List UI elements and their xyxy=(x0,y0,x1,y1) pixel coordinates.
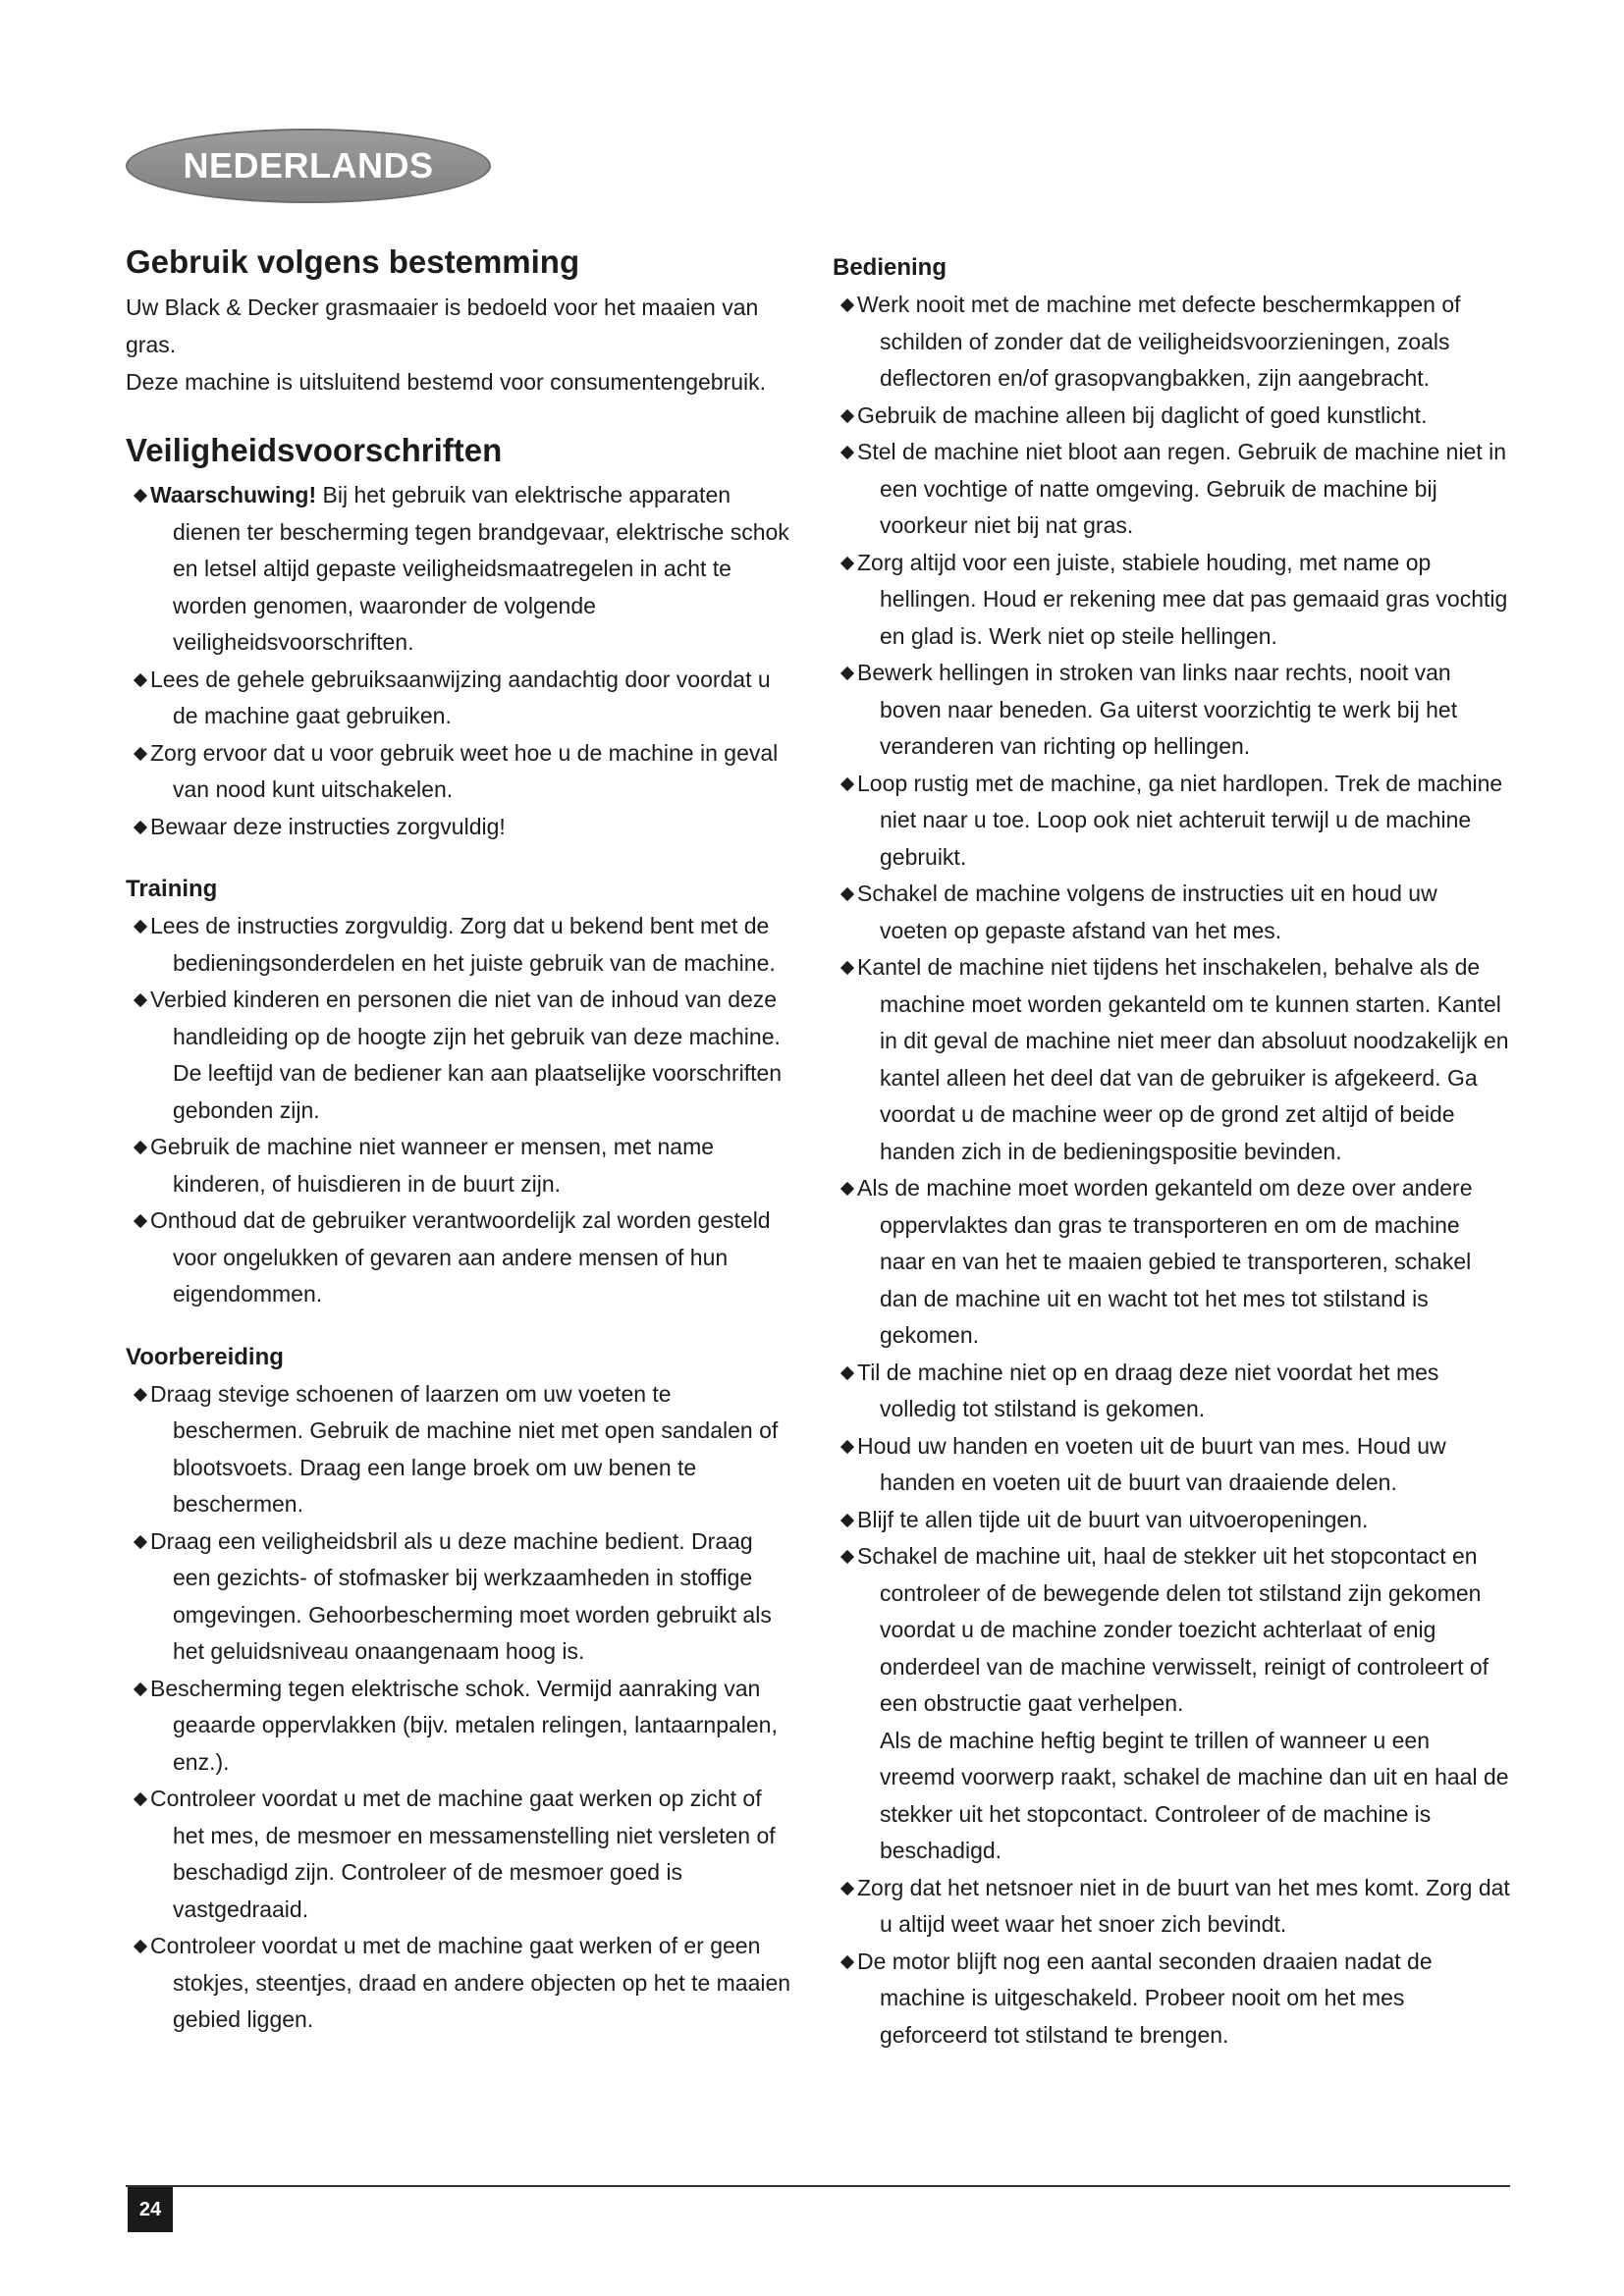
list-item xyxy=(126,1928,793,2039)
page-number: 24 xyxy=(128,2187,173,2232)
list-item-text: Schakel de machine volgens de instructies uit en houd uw voeten op gepaste afstand van het mes. xyxy=(857,881,1437,943)
left-column xyxy=(126,241,793,2039)
list-item xyxy=(126,1376,793,1523)
list-item xyxy=(126,735,793,809)
list-item xyxy=(833,1870,1510,1944)
intended-use-paragraph: Deze machine is uitsluitend bestemd voor consumentengebruik. xyxy=(126,369,767,395)
language-label: NEDERLANDS xyxy=(183,145,434,186)
diamond-bullet-icon xyxy=(134,1940,147,1953)
diamond-bullet-icon xyxy=(134,1141,147,1154)
list-item xyxy=(126,1781,793,1928)
list-item xyxy=(833,1944,1510,2055)
list-item-text: Bewaar deze instructies zorgvuldig! xyxy=(150,813,506,839)
list-item-text: Kantel de machine niet tijdens het inschakelen, behalve als de machine moet worden gekanteld om te kunnen starten. Kantel in dit geval de machine niet meer dan absoluut noodzakelijk en kantel alleen het deel dat van de gebruiker is afgekeerd. Ga voordat u de machine weer op de grond zet altijd of beide handen zich in de bedieningspositie bevinden. xyxy=(857,954,1509,1164)
diamond-bullet-icon xyxy=(840,1182,854,1196)
diamond-bullet-icon xyxy=(134,1792,147,1806)
list-item-text: Zorg altijd voor een juiste, stabiele houding, met name op hellingen. Houd er rekening mee dat pas gemaaid gras vochtig en glad is. Werk niet op steile hellingen. xyxy=(857,549,1508,649)
diamond-bullet-icon xyxy=(134,672,147,686)
list-item-text: Zorg dat het netsnoer niet in de buurt van het mes komt. Zorg dat u altijd weet waar het snoer zich bevindt. xyxy=(857,1874,1510,1937)
list-item xyxy=(126,1523,793,1671)
list-item xyxy=(126,1671,793,1782)
list-item-text: Til de machine niet op en draag deze niet voordat het mes volledig tot stilstand is gekomen. xyxy=(857,1359,1439,1421)
footer-divider xyxy=(126,2185,1510,2187)
safety-list xyxy=(126,477,793,845)
list-item-text: Houd uw handen en voeten uit de buurt van mes. Houd uw handen en voeten uit de buurt van draaiende delen. xyxy=(857,1432,1446,1495)
diamond-bullet-icon xyxy=(840,667,854,680)
intended-use-title: Gebruik volgens bestemming xyxy=(126,243,580,280)
list-item-text: Zorg ervoor dat u voor gebruik weet hoe u de machine in geval van nood kunt uitschakelen. xyxy=(150,739,779,802)
diamond-bullet-icon xyxy=(840,446,854,459)
operation-list xyxy=(833,287,1510,2054)
list-item xyxy=(833,434,1510,545)
diamond-bullet-icon xyxy=(134,820,147,833)
list-item xyxy=(126,809,793,846)
diamond-bullet-icon xyxy=(134,746,147,760)
diamond-bullet-icon xyxy=(840,887,854,901)
diamond-bullet-icon xyxy=(134,993,147,1007)
diamond-bullet-icon xyxy=(134,489,147,503)
preparation-title: Voorbereiding xyxy=(126,1343,284,1370)
list-item-text: De motor blijft nog een aantal seconden draaien nadat de machine is uitgeschakeld. Probeer nooit om het mes geforceerd tot stilstand te brengen. xyxy=(857,1948,1433,2048)
list-item-text: Werk nooit met de machine met defecte beschermkappen of schilden of zonder dat de veiligheidsvoorzieningen, zoals deflectoren en/of grasopvangbakken, zijn aangebracht. xyxy=(857,292,1461,391)
list-item xyxy=(126,1129,793,1202)
diamond-bullet-icon xyxy=(840,1513,854,1526)
list-item-text: Gebruik de machine niet wanneer er mensen, met name kinderen, of huisdieren in de buurt zijn. xyxy=(150,1134,715,1197)
list-item-text: Controleer voordat u met de machine gaat werken op zicht of het mes, de mesmoer en messamenstelling niet versleten of beschadigd zijn. Controleer of de mesmoer goed is vastgedraaid. xyxy=(150,1786,776,1922)
training-title: Training xyxy=(126,876,218,902)
list-item-text: Gebruik de machine alleen bij daglicht of goed kunstlicht. xyxy=(857,401,1428,428)
diamond-bullet-icon xyxy=(840,298,854,312)
diamond-bullet-icon xyxy=(840,408,854,422)
list-item xyxy=(126,477,793,662)
warning-lead: Waarschuwing! xyxy=(150,482,317,507)
list-item-text: Als de machine moet worden gekanteld om deze over andere oppervlaktes dan gras te transporteren en om de machine naar en van het te maaien gebied te transporteren, schakel dan de machine uit en wacht tot het mes tot stilstand is gekomen. xyxy=(857,1175,1473,1348)
diamond-bullet-icon xyxy=(840,1881,854,1895)
list-item-text: Loop rustig met de machine, ga niet hardlopen. Trek de machine niet naar u toe. Loop ook niet achteruit terwijl u de machine gebruikt. xyxy=(857,770,1503,870)
diamond-bullet-icon xyxy=(840,1550,854,1564)
list-item-text: Bescherming tegen elektrische schok. Vermijd aanraking van geaarde oppervlakken (bijv. metalen relingen, lantaarnpalen, enz.). xyxy=(150,1675,778,1775)
diamond-bullet-icon xyxy=(134,920,147,934)
preparation-list xyxy=(126,1376,793,2039)
list-item xyxy=(126,982,793,1129)
training-list xyxy=(126,908,793,1313)
warning-text: Bij het gebruik van elektrische apparaten dienen ter bescherming tegen brandgevaar, elektrische schok en letsel altijd gepaste veiligheidsmaatregelen in acht te worden genomen, waaronder de volgende veiligheidsvoorschriften. xyxy=(173,482,789,655)
list-item-subparagraph: Als de machine heftig begint te trillen of wanneer u een vreemd voorwerp raakt, schakel de machine dan uit en haal de stekker uit het stopcontact. Controleer of de machine is beschadigd. xyxy=(880,1727,1509,1863)
safety-title: Veiligheidsvoorschriften xyxy=(126,432,503,468)
diamond-bullet-icon xyxy=(134,1387,147,1401)
diamond-bullet-icon xyxy=(134,1214,147,1228)
list-item xyxy=(833,1428,1510,1502)
list-item xyxy=(833,766,1510,877)
operation-title: Bediening xyxy=(833,254,947,281)
list-item xyxy=(126,662,793,735)
list-item-text: Draag een veiligheidsbril als u deze machine bedient. Draag een gezichts- of stofmasker bij werkzaamheden in stoffige omgevingen. Gehoorbescherming moet worden gebruikt als het geluidsniveau onaangenaam hoog is. xyxy=(150,1527,772,1664)
list-item-text: Blijf te allen tijde uit de buurt van uitvoeropeningen. xyxy=(857,1506,1369,1532)
diamond-bullet-icon xyxy=(134,1682,147,1695)
list-item xyxy=(833,1538,1510,1870)
diamond-bullet-icon xyxy=(840,1954,854,1968)
list-item-text: Bewerk hellingen in stroken van links naar rechts, nooit van boven naar beneden. Ga uiterst voorzichtig te werk bij het veranderen van richting op hellingen. xyxy=(857,660,1458,759)
diamond-bullet-icon xyxy=(840,776,854,790)
intended-use-paragraph: Uw Black & Decker grasmaaier is bedoeld voor het maaien van gras. xyxy=(126,294,759,357)
list-item-text: Lees de instructies zorgvuldig. Zorg dat u bekend bent met de bedieningsonderdelen en het juiste gebruik van de machine. xyxy=(150,913,776,976)
list-item xyxy=(833,398,1510,435)
right-column xyxy=(833,241,1510,2054)
list-item xyxy=(833,1170,1510,1355)
language-badge xyxy=(126,129,491,203)
diamond-bullet-icon xyxy=(840,961,854,975)
list-item-text: Controleer voordat u met de machine gaat werken of er geen stokjes, steentjes, draad en andere objecten op het te maaien gebied liggen. xyxy=(150,1933,791,2032)
diamond-bullet-icon xyxy=(840,1365,854,1379)
list-item xyxy=(126,1202,793,1313)
diamond-bullet-icon xyxy=(840,556,854,569)
diamond-bullet-icon xyxy=(134,1534,147,1548)
list-item-text: Onthoud dat de gebruiker verantwoordelijk zal worden gesteld voor ongelukken of gevaren aan andere mensen of hun eigendommen. xyxy=(150,1207,771,1307)
list-item xyxy=(833,876,1510,949)
list-item xyxy=(833,545,1510,656)
list-item-text: Schakel de machine uit, haal de stekker uit het stopcontact en controleer of de bewegende delen tot stilstand zijn gekomen voordat u de machine zonder toezicht achterlaat of enig onderdeel van de machine verwisselt, reinigt of controleert of een obstructie gaat verhelpen. xyxy=(857,1543,1489,1716)
list-item xyxy=(833,287,1510,398)
list-item xyxy=(833,655,1510,766)
list-item-text: Lees de gehele gebruiksaanwijzing aandachtig door voordat u de machine gaat gebruiken. xyxy=(150,666,771,728)
list-item xyxy=(833,1355,1510,1428)
list-item xyxy=(833,1502,1510,1539)
list-item-text: Draag stevige schoenen of laarzen om uw voeten te beschermen. Gebruik de machine niet met open sandalen of blootsvoets. Draag een lange broek om uw benen te beschermen. xyxy=(150,1380,779,1517)
diamond-bullet-icon xyxy=(840,1439,854,1453)
list-item-text: Stel de machine niet bloot aan regen. Gebruik de machine niet in een vochtige of natte omgeving. Gebruik de machine bij voorkeur niet bij nat gras. xyxy=(857,439,1507,538)
list-item xyxy=(833,949,1510,1170)
list-item xyxy=(126,908,793,982)
list-item-text: Verbied kinderen en personen die niet van de inhoud van deze handleiding op de hoogte zijn het gebruik van deze machine. De leeftijd van de bediener kan aan plaatselijke voorschriften gebonden zijn. xyxy=(150,987,783,1123)
